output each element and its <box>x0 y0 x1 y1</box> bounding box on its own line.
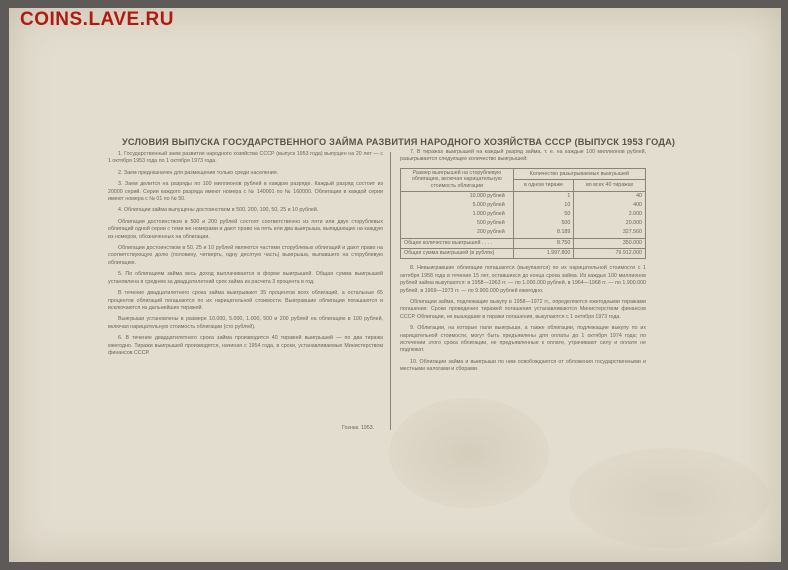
table-total-row <box>401 238 646 248</box>
table-header-all-draws: во всех 40 тиражах <box>574 180 646 191</box>
term-paragraph: 4. Облигации займа выпущены достоинством в 500, 200, 100, 50, 25 и 10 рублей. <box>118 207 319 214</box>
prize-size: 5.000 рублей <box>401 201 514 210</box>
term-paragraph: Облигации займа, подлежащие выкупу в 1958—1972 гг., определяются ежегодными тиражами погашения. Сроки проведения тиражей погашения устанавливаются Министерством финансов СССР. Облигации, не вышедшие в тиражи погашения, выкупаются с 1 октября 1973 года. <box>400 299 646 320</box>
term-paragraph: 8. Невыигравшие облигации погашаются (выкупаются) по их нарицательной стоимости с 1 октября 1958 года в течение 15 лет, оставшихся до конца срока займа. Из каждых 100 миллионов рублей займа выкупаются: в 1958—1963 гг. — по 1.000.000 рублей, в 1964—1968 гг. — по 1.900.000 рублей, в 1969—1973 гг. — по 9.900.000 рублей ежегодно. <box>400 265 646 294</box>
prize-count-all: 20.000 <box>574 219 646 228</box>
term-paragraph: Облигации достоинством в 50, 25 и 10 рублей являются частями сторублевых облигаций и дают право на соответствующую долю (половину, четверть, одну десятую часть) выигрыша, выпавшего на сторублевую облигацию. <box>108 245 383 266</box>
prize-count-all: 400 <box>574 201 646 210</box>
document-title: УСЛОВИЯ ВЫПУСКА ГОСУДАРСТВЕННОГО ЗАЙМА РАЗВИТИЯ НАРОДНОГО ХОЗЯЙСТВА СССР (ВЫПУСК 1953 ГОДА) <box>122 137 676 147</box>
total-count-label: Общее количество выигрышей . . . . <box>401 238 514 248</box>
prize-size: 1.000 рублей <box>401 210 514 219</box>
terms-left-column <box>108 151 383 361</box>
total-sum-all: 79.912.000 <box>574 249 646 259</box>
paper-stain <box>569 448 769 548</box>
prize-count-one: 1 <box>513 191 574 201</box>
table-row <box>401 191 646 201</box>
printer-imprint: Гознак. 1953. <box>342 425 375 431</box>
term-paragraph: 3. Заем делится на разряды по 100 миллионов рублей в каждом разряде. Каждый разряд состоит из 20000 серий. Серии каждого разряда имеют номера с № 140001 по № 160000. Облигации в каждой серии имеют номера с № 01 по № 50. <box>108 181 383 203</box>
prize-count-one: 10 <box>513 201 574 210</box>
term-paragraph: 7. В тиражах выигрышей на каждый разряд займа, т. е. на каждые 100 миллионов рублей, разыгрывается следующее количество выигрышей: <box>400 149 646 163</box>
table-row <box>401 219 646 228</box>
table-row <box>401 210 646 219</box>
column-divider <box>390 152 391 430</box>
total-count-all: 350.000 <box>574 238 646 248</box>
paper-stain <box>389 398 549 508</box>
prize-count-all: 2.000 <box>574 210 646 219</box>
term-paragraph: Облигации достоинством в 500 и 200 рублей состоят соответственно из пяти или двух сторублевых облигаций одной серии с теми же номерами и дают право на пять или два выигрыша, выпадающих на каждую из номеров, обозначенных на облигации. <box>108 218 383 240</box>
table-header-size: Размер выигрышей на сторублевую облигацию, включая нарицательную стоимость облигации <box>401 168 514 191</box>
table-row <box>401 201 646 210</box>
terms-right-column <box>400 149 646 378</box>
table-row <box>401 228 646 238</box>
table-total-row <box>401 249 646 259</box>
term-paragraph: Выигрыши установлены в размере 10.000, 5.000, 1.000, 500 и 200 рублей на облигацию в 100 рублей, включая нарицательную стоимость облигации (сто рублей). <box>108 316 383 330</box>
term-paragraph: 6. В течение двадцатилетнего срока займа производится 40 тиражей выигрышей — по два тиража ежегодно. Тиражи выигрышей производятся, начиная с 1954 года, в сроки, устанавливаемые Министерством финансов СССР. <box>108 335 383 356</box>
table-header-one-draw: в одном тираже <box>513 180 574 191</box>
total-count-one: 8.750 <box>513 238 574 248</box>
prize-count-one: 500 <box>513 219 574 228</box>
term-paragraph: В течение двадцатилетнего срока займа выигрывают 35 процентов всех облигаций, а остальные 65 процентов облигаций погашаются по их нарицательной стоимости. Выигравшие облигации погашаются и исключаются из дальнейших тиражей. <box>108 290 383 311</box>
term-paragraph: 1. Государственный заем развития народного хозяйства СССР (выпуск 1953 года) выпущен на 20 лет — с 1 октября 1953 года по 1 октября 1973 года. <box>108 151 383 165</box>
prize-count-all: 327.560 <box>574 228 646 238</box>
total-sum-one: 1.997.800 <box>513 249 574 259</box>
term-paragraph: 9. Облигации, на которые пали выигрыши, а также облигации, подлежащие выкупу по их нарицательной стоимости, могут быть предъявлены для оплаты до 1 октября 1974 года; по истечении этого срока облигации, не предъявленные к оплате, утрачивают силу и оплате не подлежат. <box>400 325 646 354</box>
prize-count-one: 50 <box>513 210 574 219</box>
term-paragraph: 2. Заем предназначен для размещения только среди населения. <box>118 169 279 176</box>
term-paragraph: 10. Облигации займа и выигрыши по ним освобождаются от обложения государственными и местными налогами и сборами. <box>400 358 646 373</box>
prize-size: 10.000 рублей <box>401 191 514 201</box>
prize-count-one: 8.189 <box>513 228 574 238</box>
term-paragraph: 5. По облигациям займа весь доход выплачивается в форме выигрышей. Общая сумма выигрышей установлена в среднем за двадцатилетний срок займа из расчета 3 процента в год. <box>108 271 383 285</box>
prize-size: 200 рублей <box>401 228 514 238</box>
prize-size: 500 рублей <box>401 219 514 228</box>
site-watermark: COINS.LAVE.RU <box>20 9 174 30</box>
total-sum-label: Общая сумма выигрышей (в рублях) <box>401 249 514 259</box>
table-header-group: Количество разыгрываемых выигрышей <box>513 168 645 179</box>
prize-table <box>400 168 646 260</box>
prize-count-all: 40 <box>574 191 646 201</box>
